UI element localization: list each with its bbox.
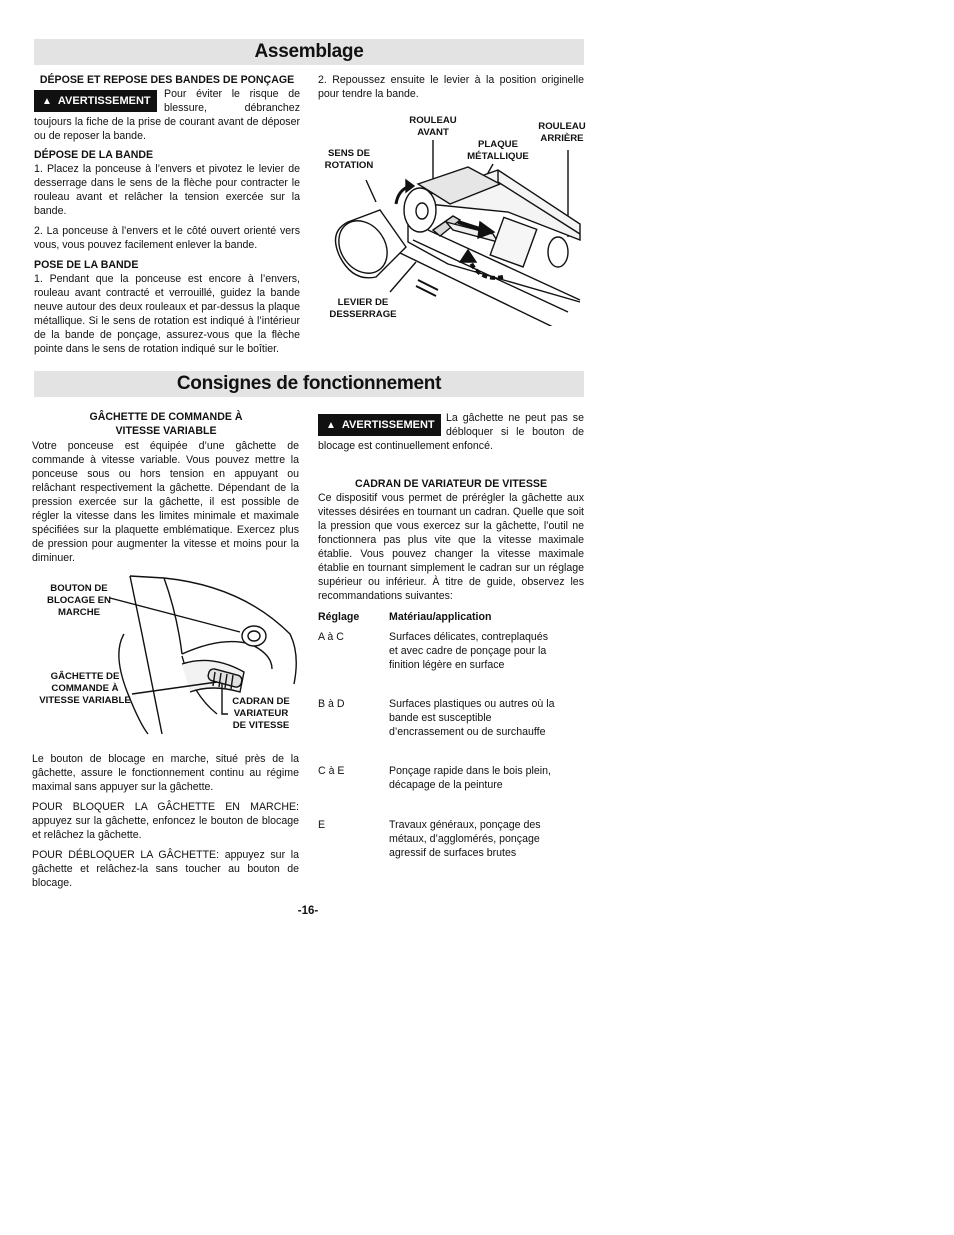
- depose-repose-heading: DÉPOSE ET REPOSE DES BANDES DE PONÇAGE: [39, 74, 295, 86]
- depose-step-2: 2. La ponceuse à l’envers et le côté ouvert orienté vers vous, vous pouvez facilement enlever la bande.: [34, 225, 300, 251]
- blocage-section: [32, 752, 299, 890]
- pose-heading: POSE DE LA BANDE: [34, 259, 139, 271]
- depose-heading: DÉPOSE DE LA BANDE: [34, 149, 154, 161]
- warning-badge: [34, 90, 157, 112]
- gachette-text: Votre ponceuse est équipée d’une gâchette de commande à vitesse variable. Vous pouvez mettre la ponceuse sous ou hors tension en appuyant ou relâchant respectivement la gâchette. Dépendant de la pression exercée sur la gâchette, il est possible de régler la vitesse dans les limites minimale et maximale spécifiées sur la plaquette emblématique. Exercez plus de pression pour augmenter la vitesse et moins pour la diminuer.: [32, 440, 299, 564]
- table-cell-material: Surfaces plastiques ou autres où la bande est susceptible d’encrassement ou de surchauffe: [389, 698, 555, 738]
- warning-triangle-icon: ▲: [42, 96, 52, 107]
- page-number: -16-: [297, 905, 319, 917]
- bloquer-text: POUR BLOQUER LA GÂCHETTE EN MARCHE: appuyez sur la gâchette, enfoncez le bouton de blocage et relâchez la gâchette.: [32, 801, 299, 841]
- warning-text-first-2: La gâchette ne peut pas se débloquer si le bouton de: [446, 412, 584, 438]
- label-gachette: GÂCHETTE DE COMMANDE À VITESSE VARIABLE: [39, 671, 131, 706]
- warning-badge-2: [318, 414, 441, 436]
- fonctionnement-banner: [34, 371, 584, 397]
- label-plaque-metallique: PLAQUE MÉTALLIQUE: [467, 139, 529, 162]
- label-rouleau-avant: ROULEAU AVANT: [409, 115, 457, 138]
- cadran-text: Ce dispositif vous permet de prérégler la gâchette aux vitesses désirées en tournant un cadran. Quelle que soit la pression que vous exercez sur la gâchette, l’outil ne fonctionnera pas plus vite que la vitesse maximale établie. Vous pouvez changer la vitesse maximale établie en tournant simplement le cadran sur un réglage supérieur ou inférieur. À titre de guide, observez les recommandations suivantes:: [318, 492, 584, 602]
- blocage-text: Le bouton de blocage en marche, situé près de la gâchette, assure le fonctionnement continu au régime maximal sans appuyer sur la gâchette.: [32, 753, 299, 793]
- pose-step-2: 2. Repoussez ensuite le levier à la position originelle pour tendre la bande.: [318, 74, 584, 100]
- table-cell-setting: E: [318, 819, 326, 831]
- assemblage-left-column: [34, 73, 300, 87]
- assemblage-banner: [34, 39, 584, 65]
- sander-figure: [318, 112, 586, 326]
- assemblage-title: Assemblage: [254, 41, 364, 62]
- table-cell-material: Ponçage rapide dans le bois plein, décapage de la peinture: [389, 765, 551, 791]
- table-cell-setting: B à D: [318, 698, 345, 710]
- label-levier-desserrage: LEVIER DE DESSERRAGE: [329, 297, 397, 320]
- label-sens-rotation: SENS DE ROTATION: [324, 148, 374, 171]
- table-cell-setting: A à C: [318, 631, 344, 643]
- warning-label: AVERTISSEMENT: [57, 95, 151, 107]
- depose-section: [34, 148, 300, 356]
- cadran-heading: CADRAN DE VARIATEUR DE VITESSE: [354, 478, 548, 490]
- warning-text-first: Pour éviter le risque de blessure, débranchez: [164, 88, 300, 114]
- warning-triangle-icon: ▲: [326, 420, 336, 431]
- label-rouleau-arriere: ROULEAU ARRIÈRE: [538, 121, 586, 144]
- depose-step-1: 1. Placez la ponceuse à l’envers et pivotez le levier de desserrage dans le sens de la flèche pour contracter le rouleau avant et relâcher la tension exercée sur la bande.: [34, 163, 300, 217]
- label-cadran: CADRAN DE VARIATEUR DE VITESSE: [232, 696, 290, 731]
- trigger-figure: [32, 574, 300, 740]
- table-col-materiau: Matériau/application: [389, 611, 492, 623]
- cadran-section: [318, 477, 584, 603]
- gachette-heading: GÂCHETTE DE COMMANDE À VITESSE VARIABLE: [89, 411, 243, 437]
- table-cell-material: Travaux généraux, ponçage des métaux, d’agglomérés, ponçage agressif de surfaces brutes: [389, 819, 541, 859]
- table-cell-setting: C à E: [318, 765, 345, 777]
- debloquer-text: POUR DÉBLOQUER LA GÂCHETTE: appuyez sur la gâchette et relâchez-la sans toucher au bouton de blocage.: [32, 849, 299, 889]
- table-col-reglage: Réglage: [318, 611, 360, 623]
- table-cell-material: Surfaces délicates, contreplaqués et avec cadre de ponçage pour la finition légère en surface: [389, 631, 548, 671]
- label-bouton-blocage: BOUTON DE BLOCAGE EN MARCHE: [47, 583, 111, 618]
- warning-label-2: AVERTISSEMENT: [341, 419, 435, 431]
- gachette-heading-wrap: [80, 410, 252, 438]
- pose-step-1: 1. Pendant que la ponceuse est encore à l’envers, rouleau avant contracté et verrouillé, guidez la bande neuve autour des deux rouleaux et par-dessus la plaque métallique. Si le sens de rotation est indiqué à l’intérieur de la bande de ponçage, assurez-vous que la flèche pointe dans le sens de rotation indiqué sur le boîtier.: [34, 273, 300, 355]
- warning-text-rest: toujours la fiche de la prise de courant avant de déposer ou de reposer la bande.: [34, 116, 300, 142]
- fonctionnement-title: Consignes de fonctionnement: [176, 373, 442, 394]
- warning-text-rest-2: blocage est continuellement enfoncé.: [318, 440, 493, 452]
